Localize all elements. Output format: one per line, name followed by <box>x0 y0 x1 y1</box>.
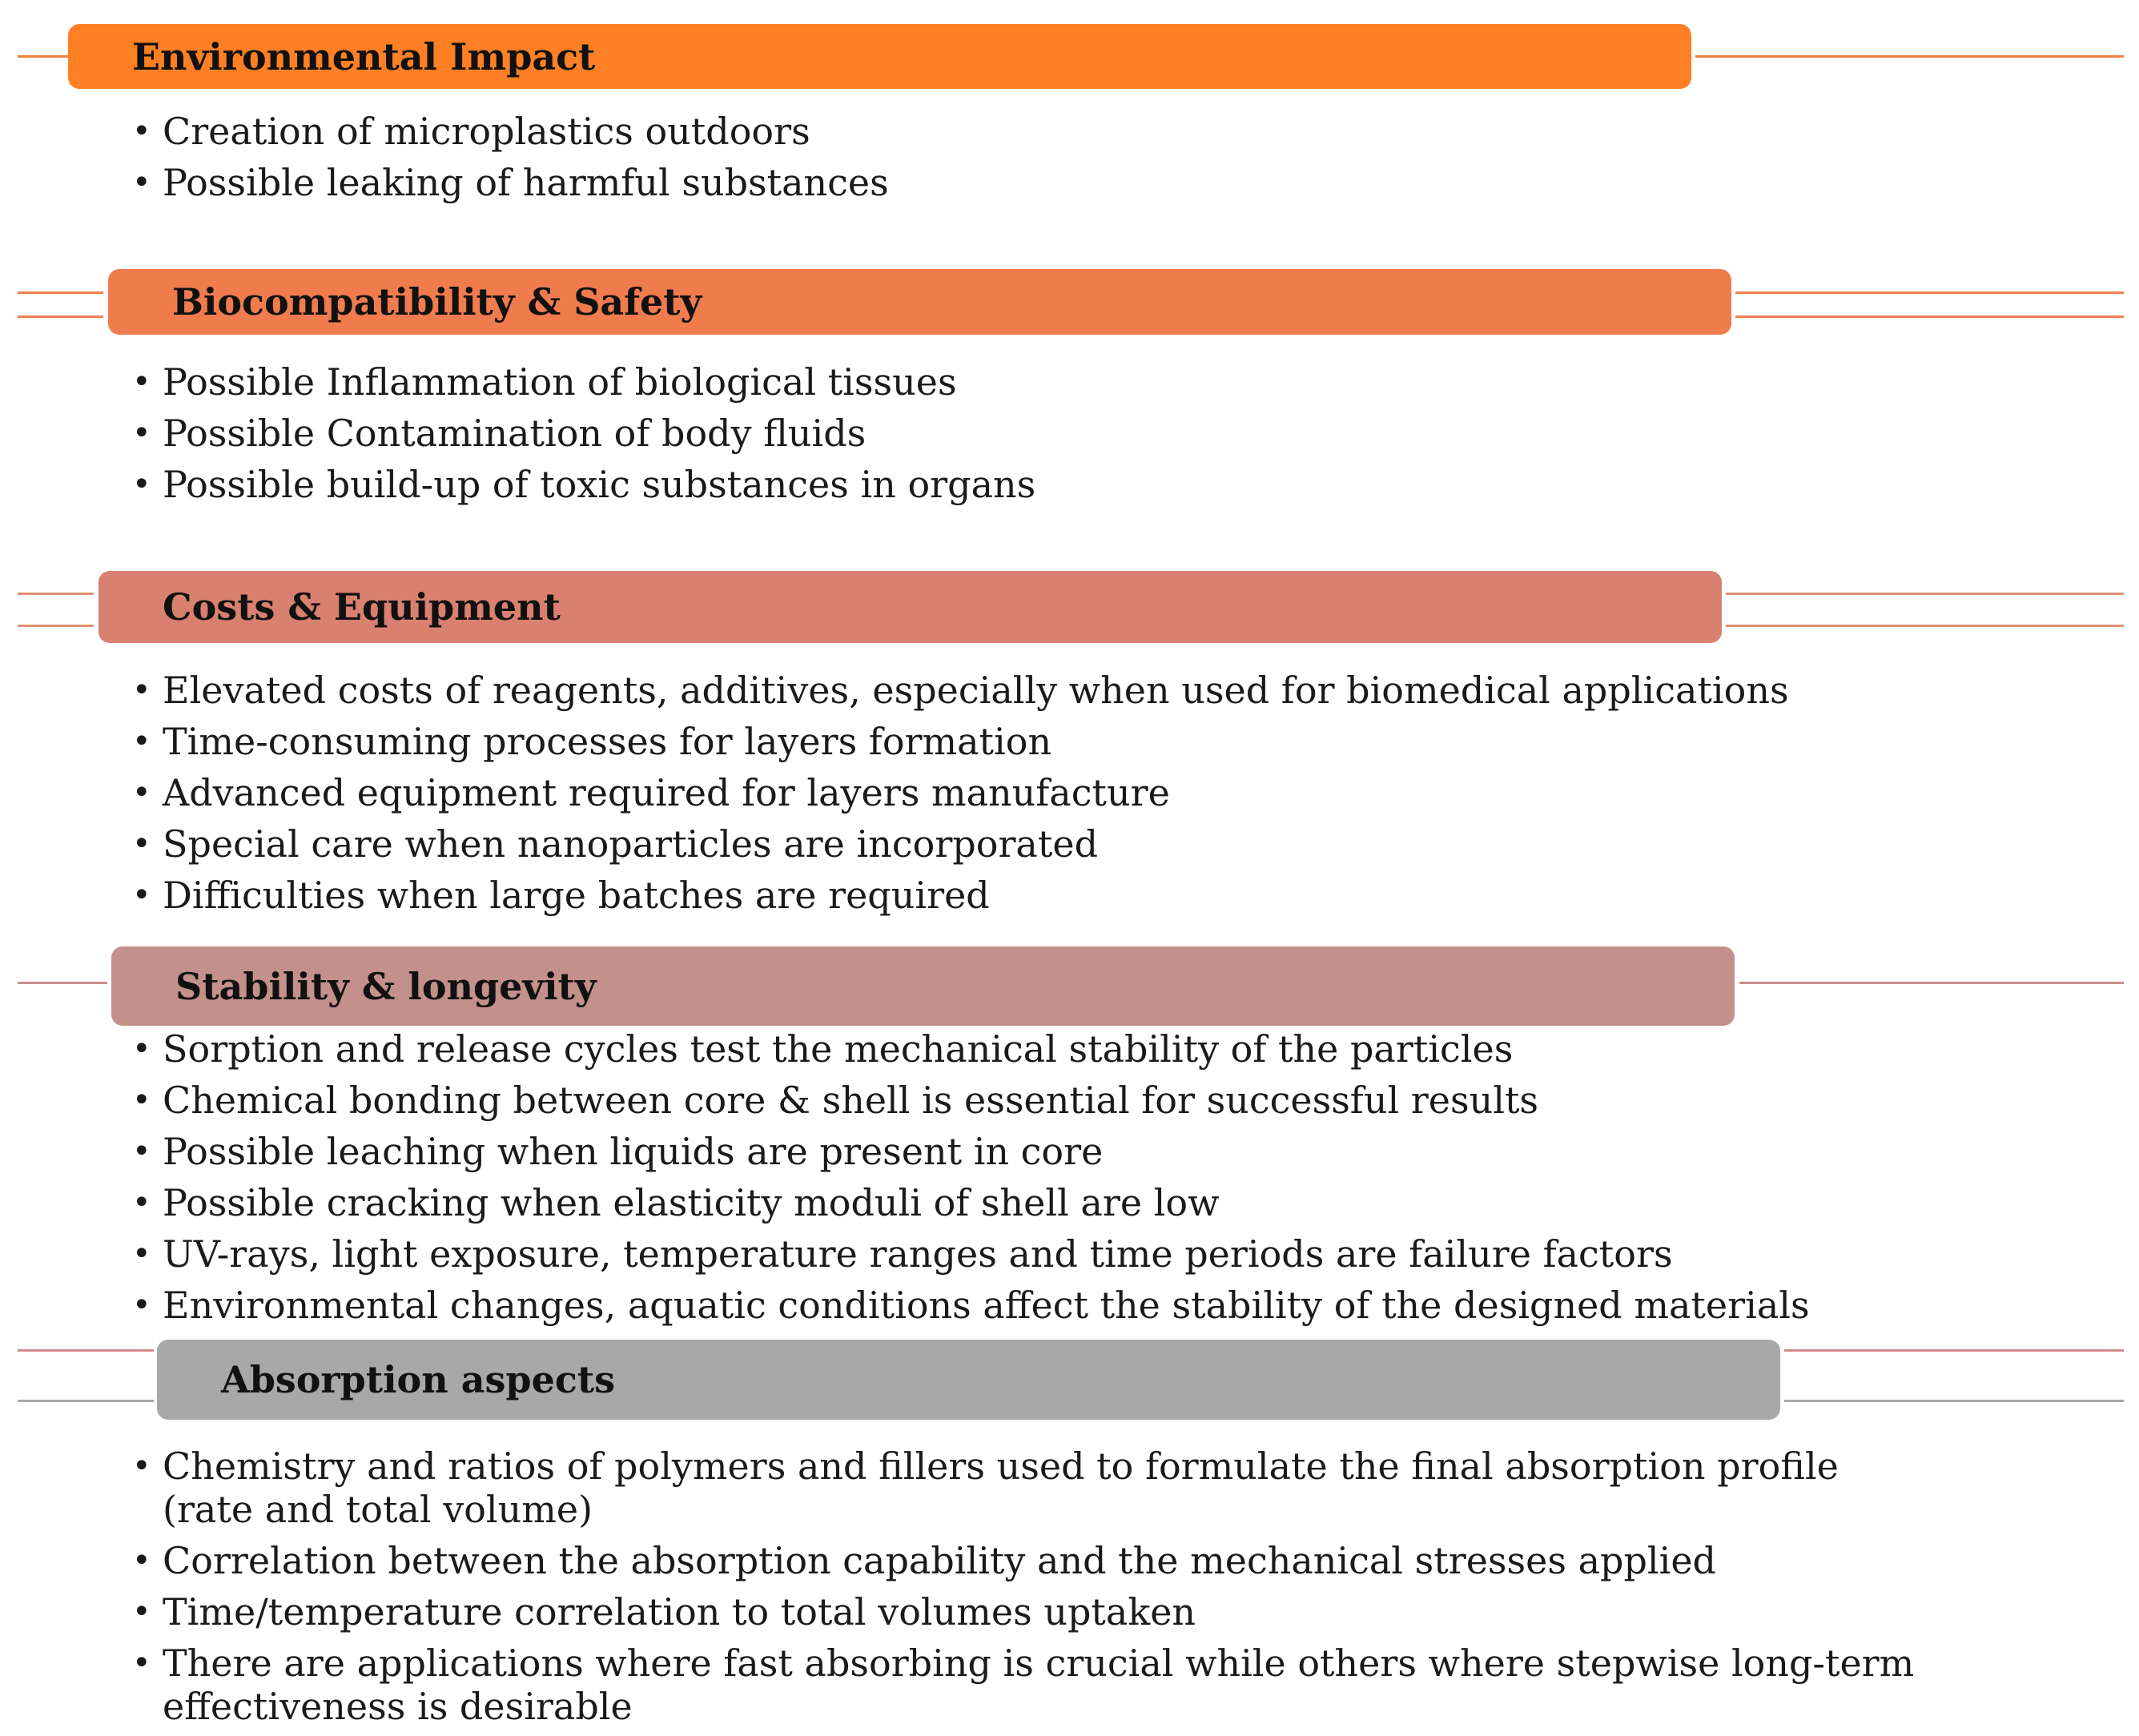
list-item: • Difficulties when large batches are required <box>132 874 990 917</box>
section-header-bar <box>157 1340 1780 1420</box>
bullet-icon: • <box>132 164 151 201</box>
bullet-icon: • <box>132 113 151 150</box>
bullet-icon: • <box>132 415 151 452</box>
list-item: • Chemical bonding between core & shell is essential for successful results <box>132 1079 1539 1122</box>
left-rule <box>18 593 94 595</box>
left-rule <box>18 982 107 984</box>
right-rule <box>1726 593 2124 595</box>
list-item: • Time-consuming processes for layers formation <box>132 720 1052 763</box>
bullet-icon: • <box>132 1448 151 1485</box>
section-header-bar <box>99 571 1722 643</box>
list-item: • Possible Inflammation of biological tissues <box>132 360 957 404</box>
bullet-icon: • <box>132 1184 151 1221</box>
left-rule <box>18 55 74 58</box>
list-item: • UV-rays, light exposure, temperature ranges and time periods are failure factors <box>132 1232 1673 1276</box>
bullet-icon: • <box>132 364 151 400</box>
bullet-icon: • <box>132 877 151 914</box>
list-item: • Environmental changes, aquatic conditions affect the stability of the designed materials <box>132 1284 1810 1327</box>
list-item: • Possible leaking of harmful substances <box>132 161 889 204</box>
right-rule <box>1695 55 2124 58</box>
bullet-list <box>0 1445 1938 1736</box>
bullet-icon: • <box>132 1645 151 1682</box>
section-title: Absorption aspects <box>221 1358 615 1401</box>
bullet-icon: • <box>132 1031 151 1067</box>
right-rule <box>1739 982 2124 984</box>
left-rule <box>18 291 103 294</box>
left-rule <box>18 1349 154 1352</box>
list-item: • Possible cracking when elasticity moduli of shell are low <box>132 1181 1220 1224</box>
list-item: • Elevated costs of reagents, additives, especially when used for biomedical applications <box>132 669 1789 712</box>
bullet-icon: • <box>132 826 151 862</box>
bullet-list <box>0 110 1938 212</box>
right-rule <box>1735 291 2124 294</box>
bullet-icon: • <box>132 466 151 503</box>
list-item: • Advanced equipment required for layers manufacture <box>132 771 1170 814</box>
list-item: • Possible Contamination of body fluids <box>132 412 866 455</box>
list-item: • Chemistry and ratios of polymers and fillers used to formulate the final absorption profile (rate and total volume) <box>132 1445 1839 1531</box>
section-title: Stability & longevity <box>175 964 597 1008</box>
section-header-bar <box>111 946 1735 1026</box>
bullet-icon: • <box>132 1542 151 1579</box>
section-header-bar <box>68 24 1691 89</box>
list-item: • Possible build-up of toxic substances in organs <box>132 463 1036 506</box>
list-item: • Creation of microplastics outdoors <box>132 110 810 153</box>
list-item: • Possible leaching when liquids are present in core <box>132 1130 1104 1173</box>
list-item: • Special care when nanoparticles are incorporated <box>132 822 1099 866</box>
bullet-icon: • <box>132 723 151 760</box>
bullet-icon: • <box>132 774 151 811</box>
bullet-icon: • <box>132 1133 151 1170</box>
bullet-icon: • <box>132 1593 151 1630</box>
list-item: • Sorption and release cycles test the mechanical stability of the particles <box>132 1027 1514 1071</box>
bullet-list <box>0 360 1938 514</box>
left-rule <box>18 1400 154 1402</box>
section-header-bar <box>108 269 1731 335</box>
bullet-icon: • <box>132 1082 151 1119</box>
bullet-icon: • <box>132 672 151 709</box>
bullet-icon: • <box>132 1287 151 1324</box>
list-item: • Time/temperature correlation to total volumes uptaken <box>132 1590 1196 1634</box>
right-rule <box>1726 625 2124 627</box>
left-rule <box>18 315 103 318</box>
right-rule <box>1735 315 2124 318</box>
left-rule <box>18 625 94 627</box>
section-title: Costs & Equipment <box>163 585 561 629</box>
section-title: Environmental Impact <box>132 34 596 78</box>
list-item: • There are applications where fast absorbing is crucial while others where stepwise long-term effectiveness is desirable <box>132 1642 1915 1728</box>
right-rule <box>1784 1400 2124 1402</box>
bullet-list <box>0 669 1938 925</box>
bullet-list <box>0 1027 1938 1335</box>
section-title: Biocompatibility & Safety <box>172 280 702 323</box>
list-item: • Correlation between the absorption capability and the mechanical stresses applied <box>132 1539 1716 1582</box>
right-rule <box>1784 1349 2124 1352</box>
bullet-icon: • <box>132 1236 151 1272</box>
